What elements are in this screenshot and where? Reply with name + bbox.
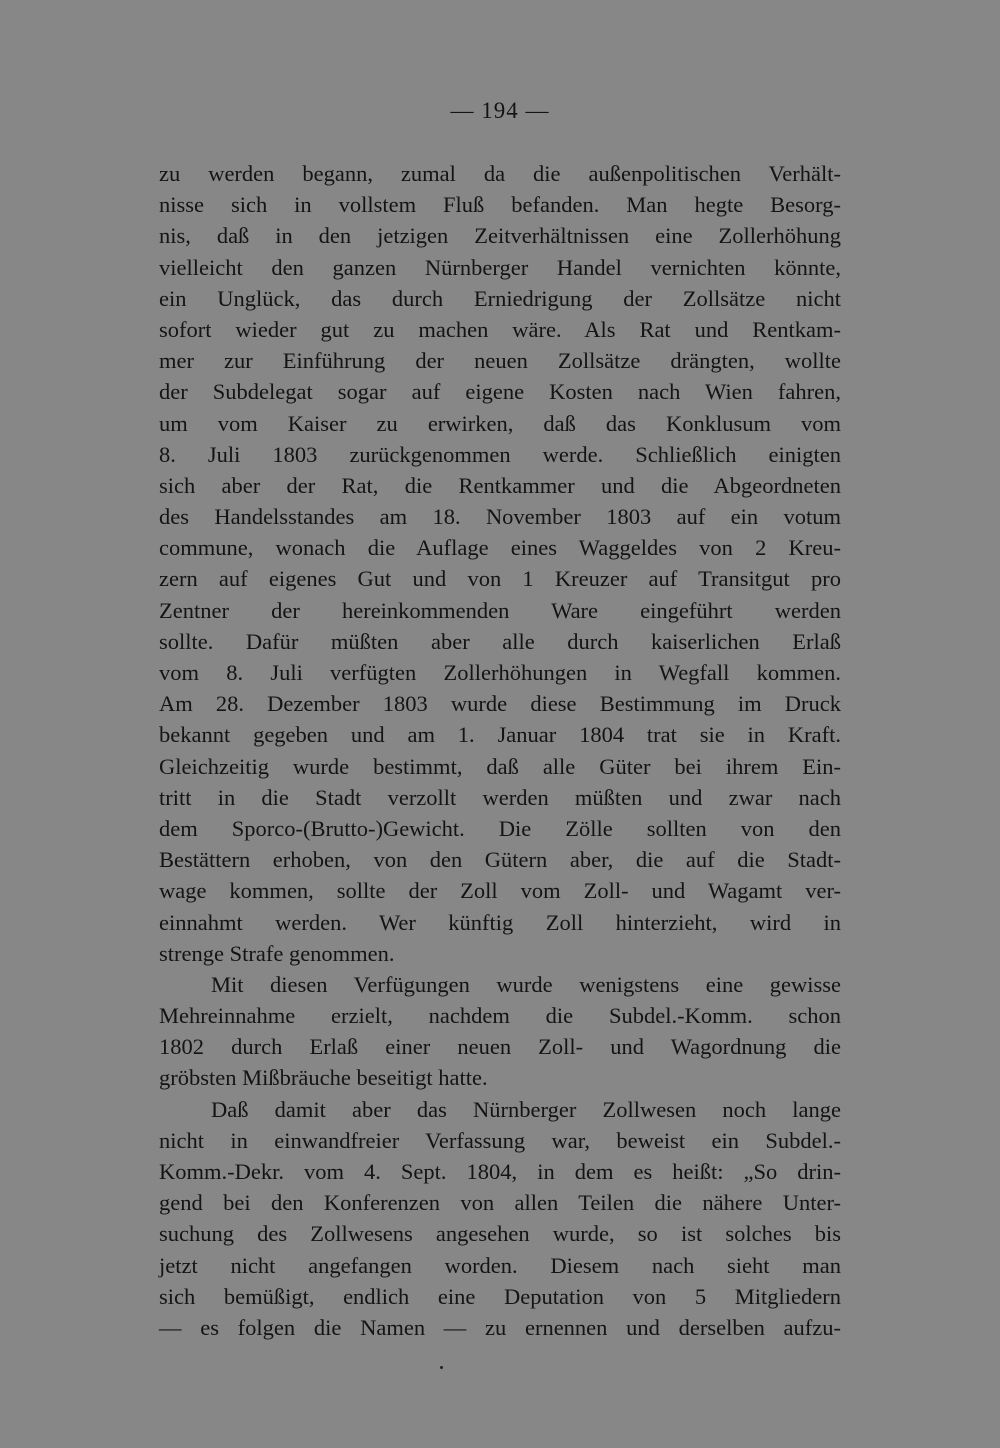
text-line: sich bemüßigt, endlich eine Deputation von 5 Mitgliedern: [159, 1283, 841, 1309]
text-line: — es folgen die Namen — zu ernennen und derselben aufzu-: [159, 1314, 841, 1340]
text-line: 8. Juli 1803 zurückgenommen werde. Schließlich einigten: [159, 441, 841, 467]
text-line: Komm.-Dekr. vom 4. Sept. 1804, in dem es heißt: „So drin-: [159, 1159, 841, 1184]
text-line: Am 28. Dezember 1803 wurde diese Bestimmung im Druck: [159, 691, 841, 717]
text-line: der Subdelegat sogar auf eigene Kosten nach Wien fahren,: [159, 379, 841, 405]
text-line: dem Sporco-(Brutto-)Gewicht. Die Zölle sollten von den: [159, 815, 841, 841]
text-line: bekannt gegeben und am 1. Januar 1804 trat sie in Kraft.: [159, 722, 841, 748]
text-line: tritt in die Stadt verzollt werden müßten und zwar nach: [159, 784, 841, 810]
text-line: des Handelsstandes am 18. November 1803 auf ein votum: [159, 504, 841, 530]
text-line: einnahmt werden. Wer künftig Zoll hinterzieht, wird in: [159, 909, 841, 935]
text-line: jetzt nicht angefangen worden. Diesem nach sieht man: [159, 1252, 841, 1278]
text-line: Mehreinnahme erzielt, nachdem die Subdel.-Komm. schon: [159, 1003, 841, 1029]
text-line: Bestättern erhoben, von den Gütern aber, die auf die Stadt-: [159, 847, 841, 873]
text-line: sich aber der Rat, die Rentkammer und die Abgeordneten: [159, 472, 841, 498]
print-speck: [440, 1366, 443, 1369]
text-line: wage kommen, sollte der Zoll vom Zoll- und Wagamt ver-: [159, 878, 841, 904]
text-line: Zentner der hereinkommenden Ware eingeführt werden: [159, 597, 841, 623]
text-line: sollte. Dafür müßten aber alle durch kaiserlichen Erlaß: [159, 628, 841, 654]
text-line: 1802 durch Erlaß einer neuen Zoll- und Wagordnung die: [159, 1034, 841, 1060]
text-line: zu werden begann, zumal da die außenpolitischen Verhält-: [159, 161, 841, 186]
text-line: Mit diesen Verfügungen wurde wenigstens eine gewisse: [211, 971, 841, 997]
text-line: nisse sich in vollstem Fluß befanden. Man hegte Besorg-: [159, 192, 841, 218]
text-line: vielleicht den ganzen Nürnberger Handel vernichten könnte,: [159, 254, 841, 280]
text-line: suchung des Zollwesens angesehen wurde, so ist solches bis: [159, 1221, 841, 1247]
text-line: mer zur Einführung der neuen Zollsätze drängten, wollte: [159, 348, 841, 374]
text-line: sofort wieder gut zu machen wäre. Als Rat und Rentkam-: [159, 316, 841, 342]
text-line: vom 8. Juli verfügten Zollerhöhungen in Wegfall kommen.: [159, 660, 841, 685]
text-line: zern auf eigenes Gut und von 1 Kreuzer auf Transitgut pro: [159, 566, 841, 592]
text-line: nis, daß in den jetzigen Zeitverhältnissen eine Zollerhöhung: [159, 223, 841, 249]
text-line: nicht in einwandfreier Verfassung war, beweist ein Subdel.-: [159, 1127, 841, 1153]
body-text: [159, 158, 841, 1343]
page-number: — 194 —: [450, 98, 550, 123]
text-line: ein Unglück, das durch Erniedrigung der Zollsätze nicht: [159, 285, 841, 311]
text-line: strenge Strafe genommen.: [159, 940, 395, 966]
text-line: Gleichzeitig wurde bestimmt, daß alle Güter bei ihrem Ein-: [159, 753, 841, 779]
text-line: gend bei den Konferenzen von allen Teilen die nähere Unter-: [159, 1190, 841, 1216]
text-line: Daß damit aber das Nürnberger Zollwesen noch lange: [211, 1096, 841, 1122]
text-line: commune, wonach die Auflage eines Waggeldes von 2 Kreu-: [159, 535, 841, 561]
text-line: um vom Kaiser zu erwirken, daß das Konklusum vom: [159, 410, 841, 436]
text-line: gröbsten Mißbräuche beseitigt hatte.: [159, 1065, 488, 1091]
